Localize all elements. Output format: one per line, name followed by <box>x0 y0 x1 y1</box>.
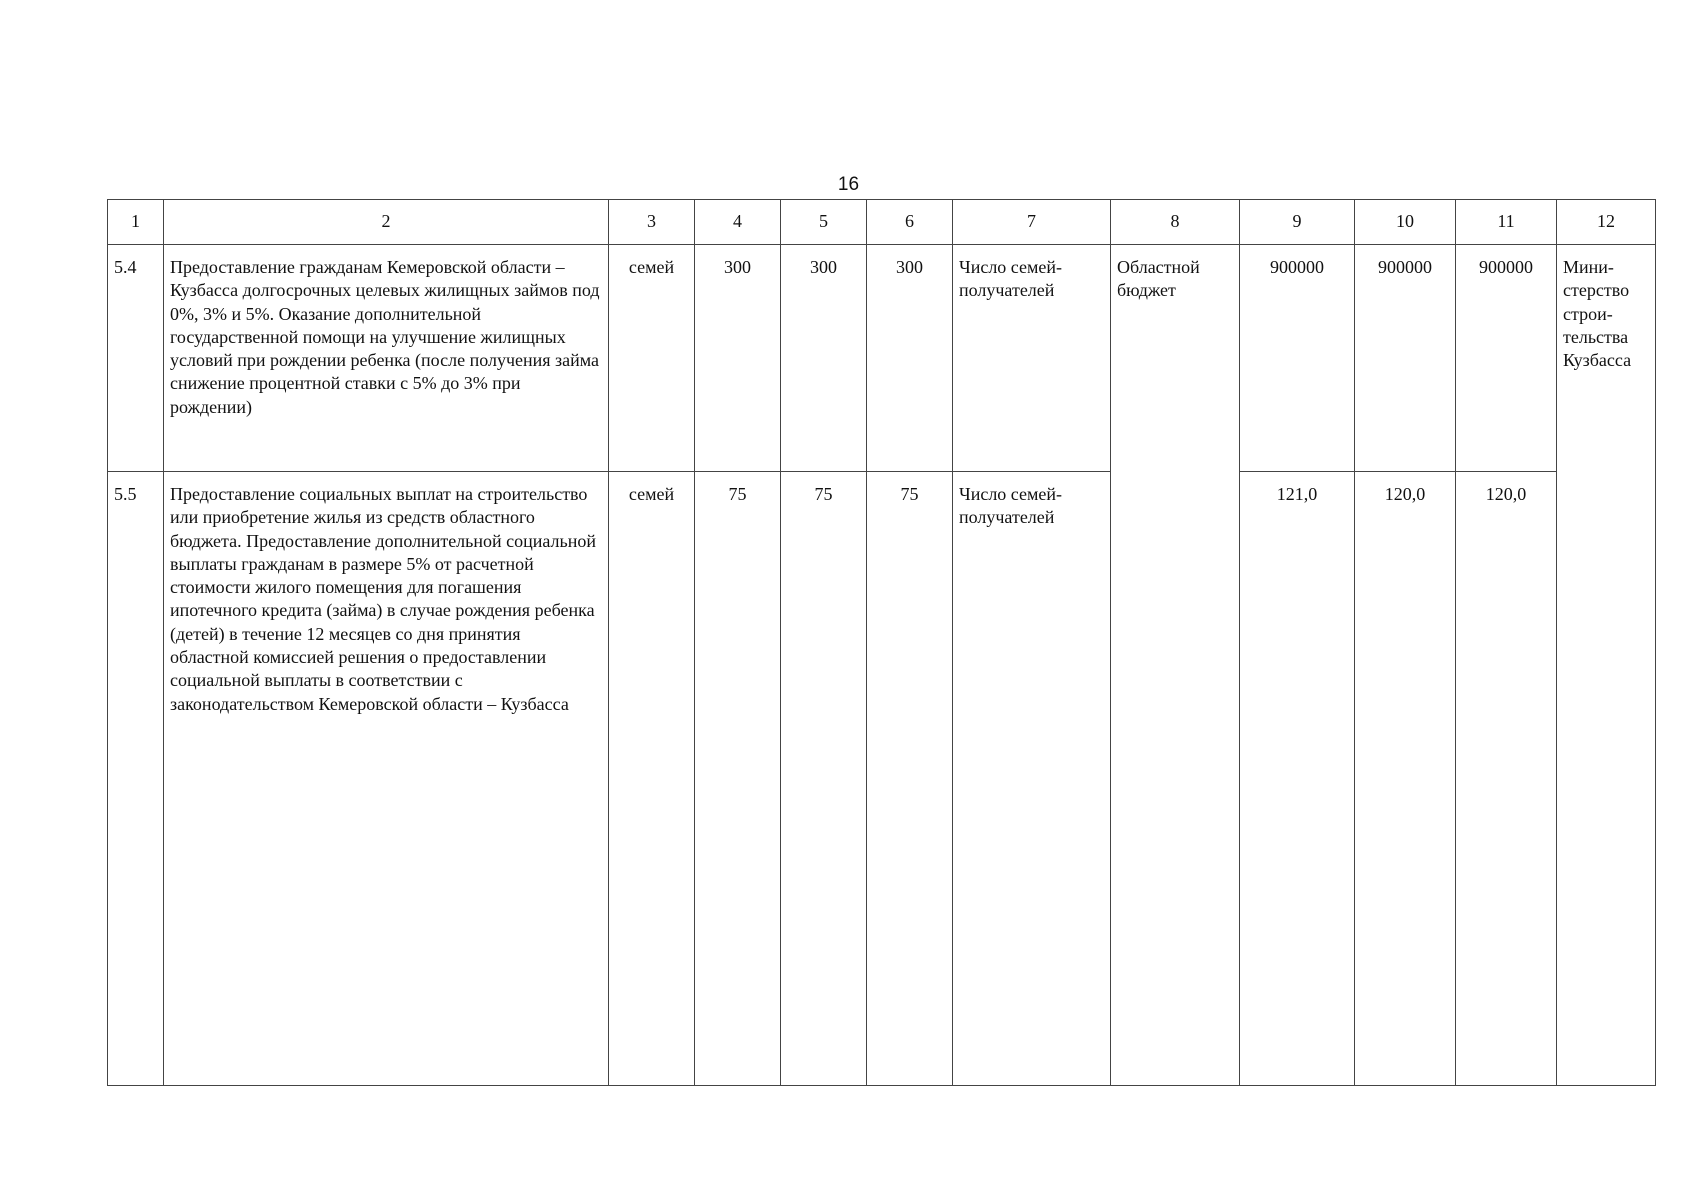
column-header-6: 6 <box>867 200 953 245</box>
column-header-1: 1 <box>108 200 164 245</box>
column-header-8: 8 <box>1111 200 1240 245</box>
value-col-6: 300 <box>896 257 923 277</box>
column-header-11: 11 <box>1456 200 1557 245</box>
indicator-name: Число семей-получателей <box>959 257 1063 301</box>
value-col-4: 300 <box>724 257 751 277</box>
column-header-4: 4 <box>695 200 781 245</box>
column-header-7: 7 <box>953 200 1111 245</box>
value-col-10: 120,0 <box>1384 484 1426 504</box>
table-row <box>108 245 1656 472</box>
table-row <box>108 472 1656 1086</box>
indicator-name: Число семей-получателей <box>959 484 1063 528</box>
unit-of-measure: семей <box>628 484 675 504</box>
value-col-9: 900000 <box>1270 257 1324 277</box>
column-header-3: 3 <box>609 200 695 245</box>
value-col-11: 120,0 <box>1485 484 1527 504</box>
value-col-6: 75 <box>900 484 919 504</box>
value-col-5: 300 <box>810 257 837 277</box>
unit-of-measure: семей <box>628 257 675 277</box>
value-col-5: 75 <box>814 484 833 504</box>
column-header-2: 2 <box>164 200 609 245</box>
executor: Мини-стерство строи-тельства Кузбасса <box>1563 257 1632 371</box>
row-number: 5.5 <box>114 484 137 504</box>
column-header-9: 9 <box>1240 200 1355 245</box>
row-number: 5.4 <box>114 257 137 277</box>
value-col-10: 900000 <box>1378 257 1432 277</box>
value-col-11: 900000 <box>1479 257 1533 277</box>
column-header-12: 12 <box>1557 200 1656 245</box>
page-number: 16 <box>837 174 860 195</box>
program-activities-table <box>107 199 1656 1086</box>
column-number-header-row <box>108 200 1656 245</box>
column-header-10: 10 <box>1355 200 1456 245</box>
value-col-4: 75 <box>728 484 747 504</box>
activity-description: Предоставление социальных выплат на строительство или приобретение жилья из средств областного бюджета. Предоставление дополнительной социальной выплаты гражданам в размере 5% от расчетной стоимости жилого помещения для погашения ипотечного кредита (займа) в случае рождения ребенка (детей) в течение 12 месяцев со дня принятия областной комиссией решения о предоставлении социальной выплаты в соответствии с законодательством Кемеровской области – Кузбасса <box>170 484 596 714</box>
activity-description: Предоставление гражданам Кемеровской области – Кузбасса долгосрочных целевых жилищных займов под 0%, 3% и 5%. Оказание дополнительной государственной помощи на улучшение жилищных условий при рождении ребенка (после получения займа снижение процентной ставки с 5% до 3% при рождении) <box>170 257 600 417</box>
funding-source: Областной бюджет <box>1117 257 1200 301</box>
column-header-5: 5 <box>781 200 867 245</box>
value-col-9: 121,0 <box>1276 484 1318 504</box>
